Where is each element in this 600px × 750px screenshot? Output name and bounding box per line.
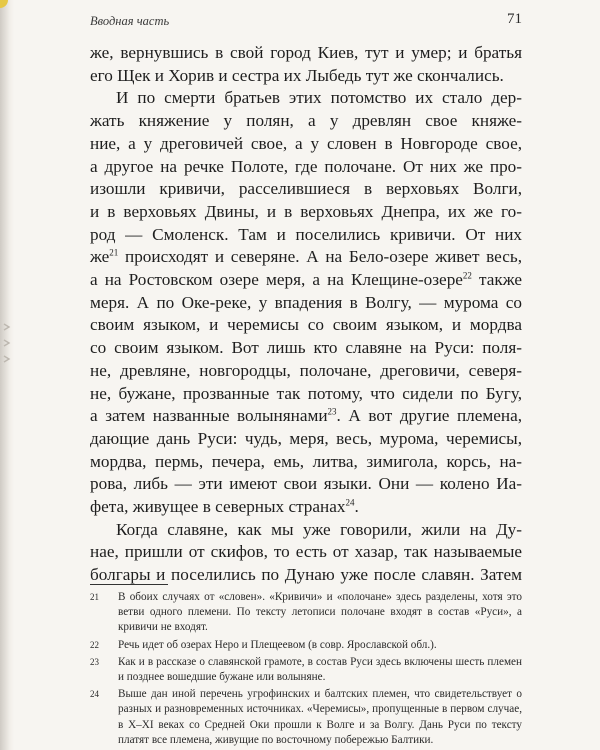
- text-line: фета, живущее в северных странах$^{24}$.: [90, 497, 359, 517]
- footnote-22: [90, 638, 522, 653]
- footnote-separator: [90, 584, 168, 585]
- text-line: со своим языком. Вот лишь кто славяне на Руси: поля-: [90, 338, 522, 358]
- text-line: своим языком, и черемисы со своим языком, и мордва: [90, 315, 522, 335]
- footnote-23: [90, 655, 522, 685]
- text-line: болгары и поселились по Дунаю уже после славян. Затем: [90, 565, 522, 585]
- text-line: его Щек и Хорив и сестра их Лыбедь тут же скончались.: [90, 65, 504, 85]
- text-line: ние, а у дреговичей свое, а у словен в Новгороде свое,: [90, 133, 522, 153]
- text-line: а другое на речке Полоте, где полочане. От них же про-: [90, 156, 522, 176]
- main-text: [90, 42, 522, 587]
- footnote-text: Выше дан иной перечень угрофинских и балтских племен, что свидетельствует о разных и разновременных источниках. «Черемисы», пропущенные в первом случае, в X–XI веках со Средней Оки прошли к Волге и за Волгу. Дань Руси по тексту платят все племена, живущие по восточному побережью Балтики.: [118, 688, 522, 746]
- text-fragment: а затем названные волынянами: [90, 406, 328, 426]
- text-line: же, вернувшись в свой город Киев, тут и умер; и братья: [90, 43, 522, 62]
- footnote-ref[interactable]: 22: [462, 270, 472, 281]
- page-gutter-shadow: [0, 0, 14, 750]
- margin-arrow-icon: [3, 322, 13, 332]
- running-title: Вводная часть: [90, 14, 170, 28]
- footnote-number: 24: [90, 689, 99, 700]
- text-line: жать княжение у полян, а у древлян свое княже-: [90, 111, 522, 131]
- footnote-number: 21: [90, 592, 99, 602]
- footnote-text: Как и в рассказе о славянской грамоте, в состав Руси здесь включены шесть племен и позднее вошедшие бужане или волыняне.: [118, 655, 522, 684]
- text-line: не, древляне, новгородцы, полочане, дреговичи, северя-: [90, 360, 522, 380]
- text-fragment: фета, живущее в северных странах: [90, 497, 346, 517]
- text-fragment: также: [471, 270, 522, 290]
- text-line: и в верховьях Двины, и в верховьях Днепра, их же го-: [90, 201, 522, 221]
- footnote-number: 22: [90, 639, 99, 650]
- page-header: [90, 11, 522, 31]
- footnote-number: 23: [90, 656, 99, 667]
- text-fragment: . А вот другие племена,: [336, 406, 522, 426]
- text-line: [90, 246, 522, 269]
- footnote-ref[interactable]: 24: [345, 497, 355, 508]
- footnote-text: В обоих случаях от «словен». «Кривичи» и «полочане» здесь разделены, хотя это ветви одного племени. По тексту летописи полочане входят в состав «Руси», а кривичи не входят.: [118, 591, 522, 634]
- text-line: не, бужане, прозванные так потому, что сидели по Бугу,: [90, 383, 522, 403]
- text-line: нае, пришли от скифов, то есть от хазар, так называемые: [90, 542, 522, 562]
- footnotes: [90, 590, 522, 750]
- text-line: И по смерти братьев этих потомство их стало дер-: [116, 88, 522, 108]
- margin-arrow-icon: [3, 354, 13, 364]
- text-fragment: же: [90, 247, 110, 267]
- text-line: изошли кривичи, расселившиеся в верховьях Волги,: [90, 179, 522, 199]
- footnote-21: [90, 590, 522, 636]
- footnote-text: Речь идет об озерах Неро и Плещеевом (в совр. Ярославской обл.).: [118, 638, 437, 651]
- footnote-24: [90, 687, 522, 748]
- text-line: мордва, пермь, печера, емь, литва, зимигола, корсь, на-: [90, 451, 522, 471]
- text-line: [90, 269, 522, 292]
- text-fragment: а на Ростовском озере меря, а на Клещине-озере: [90, 270, 463, 290]
- text-line: рова, либь — эти имеют свои языки. Они — колено Иа-: [90, 474, 522, 494]
- page-number: 71: [507, 11, 522, 27]
- footnote-ref[interactable]: 23: [327, 406, 337, 417]
- text-fragment: происходят и северяне. А на Бело-озере живет весь,: [118, 247, 522, 267]
- text-line: Когда славяне, как мы уже говорили, жили на Ду-: [116, 519, 522, 539]
- text-line: меря. А по Оке-реке, у впадения в Волгу, — мурома со: [90, 292, 522, 312]
- text-line: род — Смоленск. Там и поселились кривичи. От них: [90, 224, 522, 244]
- footnote-ref[interactable]: 21: [109, 247, 119, 258]
- text-line: [90, 405, 522, 428]
- text-line: дающие дань Руси: чудь, меря, весь, мурома, черемисы,: [90, 428, 522, 448]
- margin-arrow-icon: [3, 338, 13, 348]
